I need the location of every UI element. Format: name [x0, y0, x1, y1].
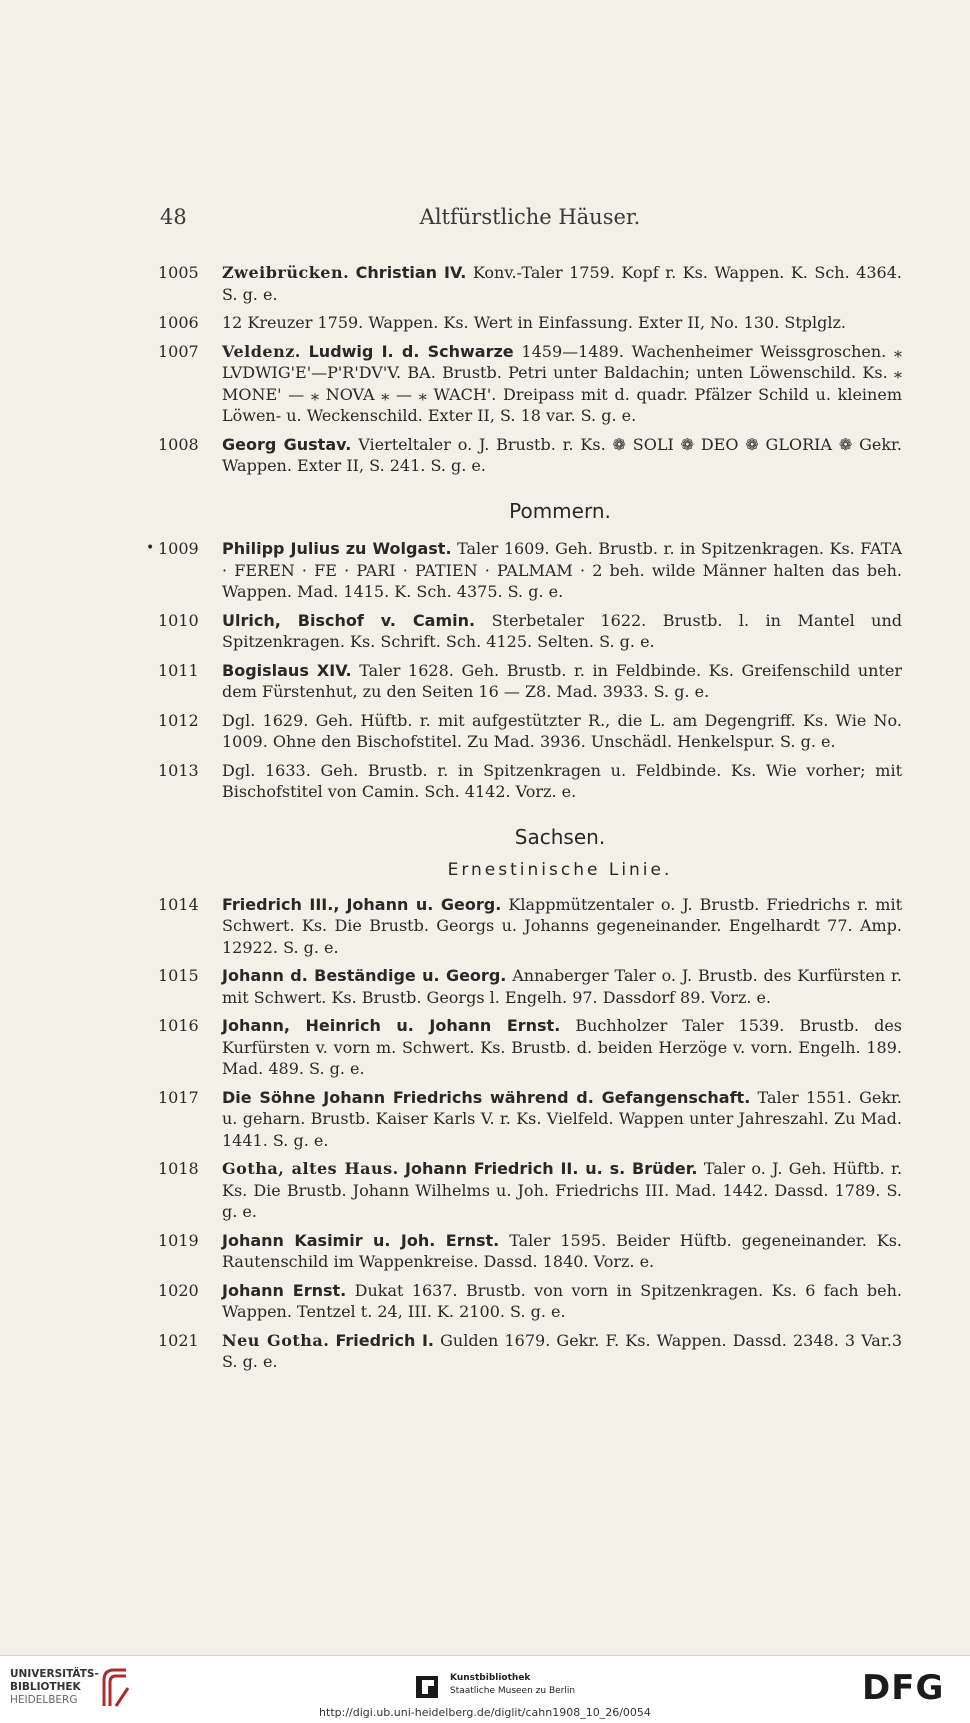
catalog-entry	[158, 1230, 902, 1273]
entry-description: Taler o. J. Geh. Hüftb. r. Ks. Die Brustb. Johann Wilhelms u. Joh. Friedrichs III. Mad. 1442. Dassd. 1789. S. g. e.	[222, 1159, 903, 1221]
entry-ruler-name: Johann Ernst.	[222, 1280, 347, 1300]
entry-body	[222, 610, 902, 653]
entry-description: Annaberger Taler o. J. Brustb. des Kurfürsten r. mit Schwert. Ks. Brustb. Georgs l. Engelh. 97. Dassdorf 89. Vorz. e.	[222, 966, 903, 1007]
source-url-link[interactable]: http://digi.ub.uni-heidelberg.de/diglit/cahn1908_10_26/0054	[319, 1706, 651, 1719]
catalog-entry	[158, 965, 902, 1008]
catalog-entry	[158, 760, 902, 803]
entry-description: Dgl. 1633. Geh. Brustb. r. in Spitzenkragen u. Feldbinde. Ks. Wie vorher; mit Bischofstitel von Camin. Sch. 4142. Vorz. e.	[222, 760, 902, 801]
entry-body	[222, 760, 902, 803]
entry-ruler-name: Friedrich III.,	[222, 894, 340, 914]
entry-house-name: Neu Gotha.	[222, 1330, 330, 1350]
catalog-entry	[158, 1087, 902, 1152]
entry-ruler-name: Philipp Julius zu Wolgast.	[222, 539, 452, 558]
entries-group-sachsen	[158, 894, 902, 1373]
entry-ruler-name: Georg Gustav.	[222, 434, 352, 454]
entry-ruler-name: Ludwig I. d. Schwarze	[308, 341, 514, 361]
entry-body	[222, 538, 902, 603]
section-title-sachsen: Sachsen.	[514, 824, 606, 849]
catalog-entry	[158, 610, 902, 653]
entry-description: Dukat 1637. Brustb. von vorn in Spitzenkragen. Ks. 6 fach beh. Wappen. Tentzel t. 24, III. K. 2100. S. g. e.	[222, 1280, 902, 1321]
viewer-footer	[0, 1655, 970, 1723]
subsection-title-ernestinische: Ernestinische Linie.	[447, 860, 673, 880]
entry-body	[222, 434, 902, 477]
uni-line-3: HEIDELBERG	[10, 1694, 78, 1706]
catalog-entry	[158, 1280, 902, 1323]
uni-line-1: UNIVERSITÄTS-	[10, 1668, 99, 1680]
catalog-entry	[158, 434, 902, 477]
catalog-entry	[158, 710, 902, 753]
entry-ruler-name: Ulrich, Bischof v. Camin.	[222, 610, 476, 630]
catalog-entry	[158, 660, 902, 703]
entry-ruler-name: Friedrich I.	[335, 1330, 434, 1350]
entry-description: Taler 1628. Geh. Brustb. r. in Feldbinde. Ks. Greifenschild unter dem Fürstenhut, zu den Seiten 16 — Z8. Mad. 3933. S. g. e.	[222, 660, 902, 701]
entry-ruler-name: Die Söhne Johann Friedrichs während d. Gefangenschaft.	[222, 1087, 751, 1107]
entry-ruler-name-cont: Johann u. Georg.	[346, 894, 502, 914]
entry-body	[222, 1158, 902, 1223]
kunstbibliothek-logo-icon	[414, 1674, 440, 1700]
entry-description: Vierteltaler o. J. Brustb. r. Ks. ❁ SOLI ❁ DEO ❁ GLORIA ❁ Gekr. Wappen. Exter II, S. 241. S. g. e.	[222, 434, 902, 475]
entry-ruler-name: Johann d. Beständige u. Georg.	[222, 966, 507, 985]
entry-description: Konv.-Taler 1759. Kopf r. Ks. Wappen. K. Sch. 4364. S. g. e.	[222, 263, 902, 304]
entry-description: Taler 1595. Beider Hüftb. gegeneinander. Ks. Rautenschild im Wappenkreise. Dassd. 1840. Vorz. e.	[222, 1230, 902, 1271]
university-logo-icon	[100, 1666, 134, 1710]
entry-number: 1007	[158, 341, 199, 361]
catalog-entry	[158, 1015, 902, 1080]
page-number: 48	[160, 205, 187, 229]
entry-number: 1021	[158, 1330, 199, 1350]
entry-number: 1010	[158, 610, 199, 630]
section-title-pommern: Pommern.	[509, 498, 611, 523]
entry-body	[222, 1280, 902, 1323]
entry-body	[222, 1330, 902, 1373]
sheet-signature: 3	[891, 1330, 902, 1350]
catalog-entry	[158, 341, 902, 427]
entry-description: Sterbetaler 1622. Brustb. l. in Mantel und Spitzenkragen. Ks. Schrift. Sch. 4125. Selten. S. g. e.	[222, 610, 903, 651]
entry-number: 1015	[158, 966, 199, 985]
catalog-entry	[158, 1158, 902, 1223]
entry-ruler-name: Bogislaus XIV.	[222, 660, 352, 680]
entry-body	[222, 1087, 902, 1152]
entry-number: 1011	[158, 660, 199, 680]
entry-number: 1005	[158, 263, 199, 282]
university-library-label	[10, 1668, 99, 1707]
entry-number: 1019	[158, 1230, 199, 1250]
entry-description: Dgl. 1629. Geh. Hüftb. r. mit aufgestützter R., die L. am Degengriff. Ks. Wie No. 1009. Ohne den Bischofstitel. Zu Mad. 3936. Unschädl. Henkelspur. S. g. e.	[222, 710, 902, 751]
entry-number: 1018	[158, 1159, 199, 1178]
entry-description: Gulden 1679. Gekr. F. Ks. Wappen. Dassd. 2348. 3 Var. S. g. e.	[222, 1330, 892, 1371]
entry-number: 1012	[158, 710, 199, 730]
entry-number: 1020	[158, 1280, 199, 1300]
entry-marker: •	[146, 540, 155, 556]
kb-line-2: Staatliche Museen zu Berlin	[450, 1686, 576, 1696]
entry-ruler-name: Johann, Heinrich u. Johann Ernst.	[222, 1016, 561, 1035]
entry-ruler-name: Christian IV.	[355, 263, 467, 282]
catalog-entry	[158, 894, 902, 959]
entry-description: Buchholzer Taler 1539. Brustb. des Kurfürsten v. vorn m. Schwert. Ks. Brustb. d. beiden Herzöge v. vorn. Engelh. 189. Mad. 489. S. g. e.	[222, 1016, 903, 1078]
page-title: Altfürstliche Häuser.	[419, 205, 641, 229]
entry-number: 1017	[158, 1087, 199, 1107]
entry-house-name: Veldenz.	[222, 341, 301, 361]
catalog-content	[146, 262, 903, 1380]
uni-line-2: BIBLIOTHEK	[10, 1681, 81, 1693]
entry-body	[222, 341, 902, 427]
entry-description: Taler 1551. Gekr. u. geharn. Brustb. Kaiser Karls V. r. Ks. Vielfeld. Wappen unter Jahreszahl. Zu Mad. 1441. S. g. e.	[222, 1087, 902, 1150]
entry-number: 1013	[158, 760, 199, 780]
catalog-entry	[158, 262, 902, 305]
catalog-entry	[146, 538, 903, 603]
entry-body	[222, 965, 902, 1008]
entries-group-pommern	[146, 538, 903, 803]
entry-number: 1008	[158, 434, 199, 454]
entry-number: 1014	[158, 894, 199, 914]
entry-description: 12 Kreuzer 1759. Wappen. Ks. Wert in Einfassung. Exter II, No. 130. Stplglz.	[222, 313, 846, 332]
entry-body	[222, 660, 902, 703]
entries-group-zweibruecken	[158, 262, 902, 477]
entry-body	[222, 710, 902, 753]
entry-house-name: Zweibrücken.	[222, 263, 350, 282]
entry-body	[222, 1230, 902, 1273]
entry-body	[222, 1015, 902, 1080]
entry-description: Taler 1609. Geh. Brustb. r. in Spitzenkragen. Ks. FATA · FEREN · FE · PARI · PATIEN · PALMAM · 2 beh. wilde Männer halten das beh. Wappen. Mad. 1415. K. Sch. 4375. S. g. e.	[222, 539, 903, 601]
entry-body	[222, 894, 902, 959]
entry-number: 1006	[158, 313, 199, 332]
entry-ruler-name: Johann Kasimir u. Joh. Ernst.	[222, 1230, 500, 1250]
entry-body	[222, 312, 902, 334]
entry-number: 1016	[158, 1016, 199, 1035]
entry-description: Klappmützentaler o. J. Brustb. Friedrichs r. mit Schwert. Ks. Die Brustb. Georgs u. Johanns gegeneinander. Engelhardt 77. Amp. 12922. S. g. e.	[222, 894, 902, 957]
catalog-entry	[158, 1330, 902, 1373]
running-header	[160, 205, 900, 235]
catalog-entry	[158, 312, 902, 334]
entry-description: 1459—1489. Wachenheimer Weissgroschen. ⁎ LVDWIG'E'—P'R'DV'V. BA. Brustb. Petri unter Baldachin; unten Löwenschild. Ks. ⁎ MONE' — ⁎ NOVA ⁎ — ⁎ WACH'. Dreipass mit d. quadr. Pfälzer Schild u. kleinem Löwen- u. Weckenschild. Exter II, S. 18 var. S. g. e.	[222, 341, 902, 425]
kb-line-1: Kunstbibliothek	[450, 1673, 531, 1683]
dfg-logo: DFG	[862, 1668, 945, 1708]
entry-body	[222, 262, 902, 305]
entry-house-name: Gotha, altes Haus.	[222, 1159, 399, 1178]
entry-ruler-name: Johann Friedrich II. u. s. Brüder.	[405, 1159, 698, 1178]
entry-number: 1009	[158, 539, 199, 558]
